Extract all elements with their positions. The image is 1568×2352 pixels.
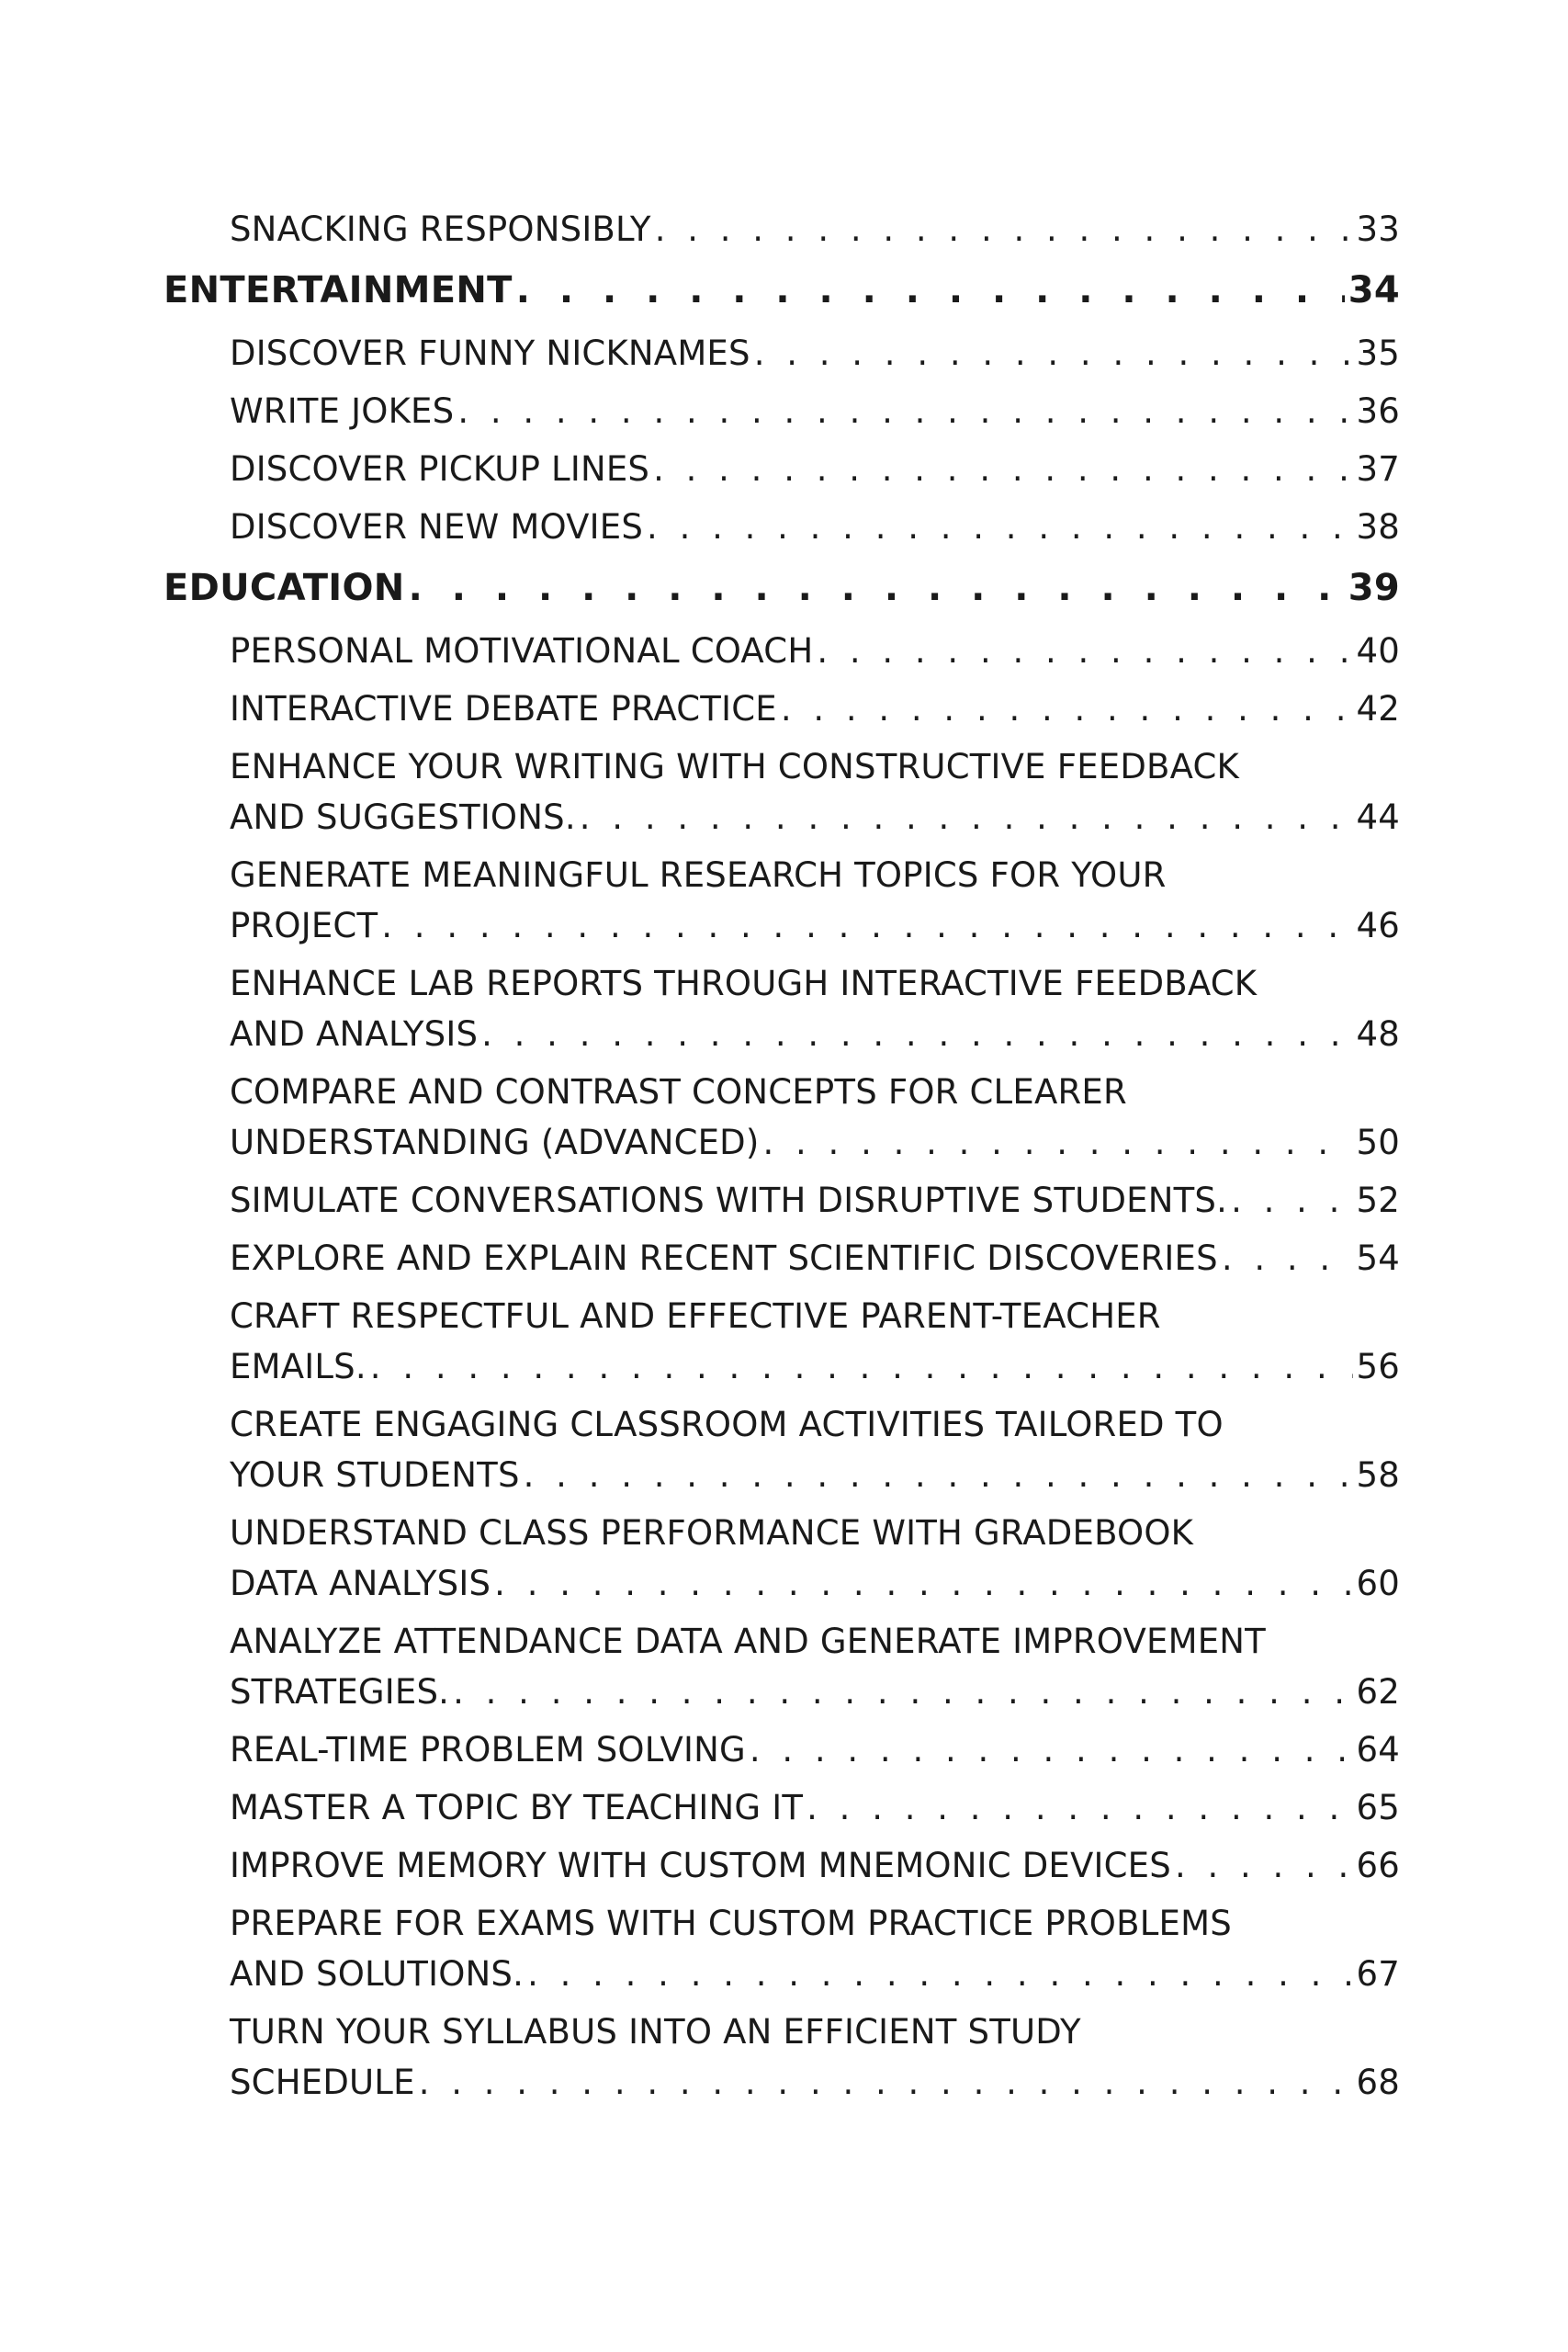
toc-dot-leader: [580, 792, 1353, 842]
toc-dot-leader: [817, 626, 1352, 676]
toc-entry-line: [230, 1399, 1400, 1450]
toc-entry-title: EMAILS.: [230, 1347, 367, 1386]
toc-entry-line: [230, 1341, 1400, 1392]
toc-entry-title: COMPARE AND CONTRAST CONCEPTS FOR CLEARER: [230, 1072, 1127, 1112]
toc-entry-line: [230, 2057, 1400, 2108]
toc-entry[interactable]: [164, 1782, 1400, 1833]
toc-entry-line: [230, 900, 1400, 951]
toc-entry[interactable]: [164, 626, 1400, 676]
toc-dot-leader: [655, 204, 1353, 254]
toc-dot-leader: [754, 328, 1353, 379]
toc-entry-line: [230, 1175, 1400, 1226]
toc-entry-line: [230, 1898, 1400, 1949]
toc-entry-line: [230, 2007, 1400, 2057]
toc-entry-title: WRITE JOKES: [230, 391, 455, 431]
toc-entry-title: IMPROVE MEMORY WITH CUSTOM MNEMONIC DEVICES: [230, 1846, 1171, 1885]
table-of-contents: [164, 204, 1400, 2115]
toc-page-number: 36: [1356, 391, 1400, 431]
toc-page-number: 44: [1356, 797, 1400, 837]
toc-entry-line: [230, 1508, 1400, 1558]
toc-dot-leader: [763, 1117, 1353, 1168]
toc-entry-title: TURN YOUR SYLLABUS INTO AN EFFICIENT STUDY: [230, 2012, 1081, 2052]
toc-dot-leader: [453, 1667, 1352, 1717]
toc-entry-title: SNACKING RESPONSIBLY: [230, 209, 651, 249]
toc-entry-title: PREPARE FOR EXAMS WITH CUSTOM PRACTICE PROBLEMS: [230, 1904, 1232, 1943]
toc-page-number: 40: [1356, 631, 1400, 671]
toc-dot-leader: [527, 1949, 1352, 1999]
toc-entry-title: INTERACTIVE DEBATE PRACTICE: [230, 689, 777, 729]
toc-entry-title: REAL-TIME PROBLEM SOLVING: [230, 1730, 746, 1770]
toc-entry[interactable]: [164, 1840, 1400, 1891]
toc-dot-leader: [370, 1341, 1353, 1392]
toc-entry-line: [164, 560, 1400, 616]
toc-entry[interactable]: [164, 1067, 1400, 1168]
toc-dot-leader: [1231, 1175, 1352, 1226]
toc-page-number: 68: [1356, 2063, 1400, 2102]
toc-dot-leader: [1175, 1840, 1353, 1891]
toc-entry-title: ENTERTAINMENT: [164, 269, 513, 311]
toc-dot-leader: [516, 262, 1345, 319]
toc-entry[interactable]: [164, 1898, 1400, 1999]
toc-entry[interactable]: [164, 444, 1400, 494]
toc-entry-title: STRATEGIES.: [230, 1672, 450, 1712]
toc-entry-line: [230, 1724, 1400, 1775]
toc-entry-title: ENHANCE YOUR WRITING WITH CONSTRUCTIVE FEEDBACK: [230, 747, 1239, 786]
toc-dot-leader: [781, 684, 1353, 734]
toc-entry[interactable]: [164, 684, 1400, 734]
toc-dot-leader: [647, 502, 1352, 552]
toc-entry[interactable]: [164, 958, 1400, 1059]
toc-entry-line: [230, 1949, 1400, 1999]
toc-dot-leader: [807, 1782, 1352, 1833]
toc-entry-line: [230, 1450, 1400, 1500]
toc-entry[interactable]: [164, 1616, 1400, 1717]
toc-dot-leader: [524, 1450, 1353, 1500]
toc-dot-leader: [1222, 1233, 1353, 1283]
toc-page-number: 65: [1356, 1788, 1400, 1827]
toc-entry-title: PERSONAL MOTIVATIONAL COACH: [230, 631, 814, 671]
toc-entry[interactable]: [164, 1724, 1400, 1775]
toc-entry-line: [230, 1117, 1400, 1168]
toc-entry-title: EXPLORE AND EXPLAIN RECENT SCIENTIFIC DISCOVERIES: [230, 1238, 1218, 1278]
toc-entry[interactable]: [164, 204, 1400, 254]
toc-entry-line: [230, 741, 1400, 792]
toc-page-number: 67: [1356, 1954, 1400, 1994]
toc-page-number: 64: [1356, 1730, 1400, 1770]
toc-page-number: 38: [1356, 507, 1400, 547]
toc-entry-line: [230, 958, 1400, 1009]
toc-entry-title: CRAFT RESPECTFUL AND EFFECTIVE PARENT-TEACHER: [230, 1296, 1161, 1336]
toc-entry[interactable]: [164, 328, 1400, 379]
toc-entry-line: [230, 1616, 1400, 1667]
toc-entry[interactable]: [164, 1399, 1400, 1500]
toc-entry-line: [230, 444, 1400, 494]
toc-entry-title: EDUCATION: [164, 567, 405, 609]
toc-dot-leader: [494, 1558, 1352, 1609]
toc-entry[interactable]: [164, 502, 1400, 552]
toc-entry-title: MASTER A TOPIC BY TEACHING IT: [230, 1788, 804, 1827]
toc-entry-title: AND SOLUTIONS.: [230, 1954, 525, 1994]
toc-entry-title: UNDERSTAND CLASS PERFORMANCE WITH GRADEBOOK: [230, 1513, 1194, 1553]
toc-entry-line: [230, 1840, 1400, 1891]
toc-entry-line: [230, 1009, 1400, 1059]
toc-page-number: 54: [1356, 1238, 1400, 1278]
toc-page-number: 46: [1356, 906, 1400, 945]
toc-entry-title: ENHANCE LAB REPORTS THROUGH INTERACTIVE FEEDBACK: [230, 964, 1258, 1003]
toc-entry-title: CREATE ENGAGING CLASSROOM ACTIVITIES TAILORED TO: [230, 1405, 1224, 1444]
toc-section-heading[interactable]: [164, 560, 1400, 616]
toc-entry-line: [230, 1233, 1400, 1283]
toc-page-number: 62: [1356, 1672, 1400, 1712]
toc-dot-leader: [409, 560, 1345, 616]
toc-entry-title: SIMULATE CONVERSATIONS WITH DISRUPTIVE STUDENTS.: [230, 1181, 1228, 1220]
toc-entry[interactable]: [164, 1508, 1400, 1609]
toc-entry[interactable]: [164, 850, 1400, 951]
toc-page-number: 39: [1348, 567, 1400, 609]
toc-page-number: 50: [1356, 1123, 1400, 1162]
toc-entry-line: [230, 850, 1400, 900]
toc-entry-title: PROJECT: [230, 906, 378, 945]
toc-page-number: 35: [1356, 334, 1400, 373]
toc-entry-line: [230, 1558, 1400, 1609]
toc-entry[interactable]: [164, 2007, 1400, 2108]
toc-entry-title: DISCOVER NEW MOVIES: [230, 507, 644, 547]
toc-page-number: 42: [1356, 689, 1400, 729]
toc-dot-leader: [750, 1724, 1353, 1775]
toc-entry-line: [230, 1782, 1400, 1833]
toc-entry-title: DISCOVER PICKUP LINES: [230, 449, 650, 489]
toc-entry-title: ANALYZE ATTENDANCE DATA AND GENERATE IMPROVEMENT: [230, 1622, 1266, 1661]
toc-entry-title: AND ANALYSIS: [230, 1014, 479, 1054]
toc-page-number: 34: [1348, 269, 1400, 311]
toc-dot-leader: [457, 386, 1352, 436]
toc-entry-line: [230, 1067, 1400, 1117]
toc-page-number: 58: [1356, 1455, 1400, 1495]
toc-entry-title: AND SUGGESTIONS.: [230, 797, 576, 837]
toc-entry-line: [230, 792, 1400, 842]
toc-section-heading[interactable]: [164, 262, 1400, 319]
toc-entry-title: SCHEDULE: [230, 2063, 415, 2102]
toc-entry[interactable]: [164, 1233, 1400, 1283]
toc-entry-title: GENERATE MEANINGFUL RESEARCH TOPICS FOR YOUR: [230, 855, 1167, 895]
toc-entry-title: DATA ANALYSIS: [230, 1564, 491, 1603]
toc-entry-line: [230, 502, 1400, 552]
toc-entry[interactable]: [164, 1291, 1400, 1392]
toc-entry-line: [230, 1291, 1400, 1341]
toc-dot-leader: [419, 2057, 1353, 2108]
toc-entry-title: DISCOVER FUNNY NICKNAMES: [230, 334, 750, 373]
toc-dot-leader: [381, 900, 1352, 951]
toc-entry[interactable]: [164, 741, 1400, 842]
toc-entry-line: [164, 262, 1400, 319]
toc-entry-line: [230, 386, 1400, 436]
toc-page-number: 60: [1356, 1564, 1400, 1603]
toc-entry-title: YOUR STUDENTS: [230, 1455, 520, 1495]
toc-page-number: 56: [1356, 1347, 1400, 1386]
toc-entry-line: [230, 204, 1400, 254]
toc-entry[interactable]: [164, 1175, 1400, 1226]
toc-page-number: 52: [1356, 1181, 1400, 1220]
toc-dot-leader: [653, 444, 1352, 494]
toc-dot-leader: [481, 1009, 1352, 1059]
toc-entry-line: [230, 1667, 1400, 1717]
toc-page-number: 48: [1356, 1014, 1400, 1054]
toc-entry-line: [230, 626, 1400, 676]
toc-entry-line: [230, 684, 1400, 734]
toc-entry-title: UNDERSTANDING (ADVANCED): [230, 1123, 760, 1162]
toc-page-number: 37: [1356, 449, 1400, 489]
toc-entry-line: [230, 328, 1400, 379]
toc-entry[interactable]: [164, 386, 1400, 436]
toc-page-number: 33: [1356, 209, 1400, 249]
toc-page-number: 66: [1356, 1846, 1400, 1885]
